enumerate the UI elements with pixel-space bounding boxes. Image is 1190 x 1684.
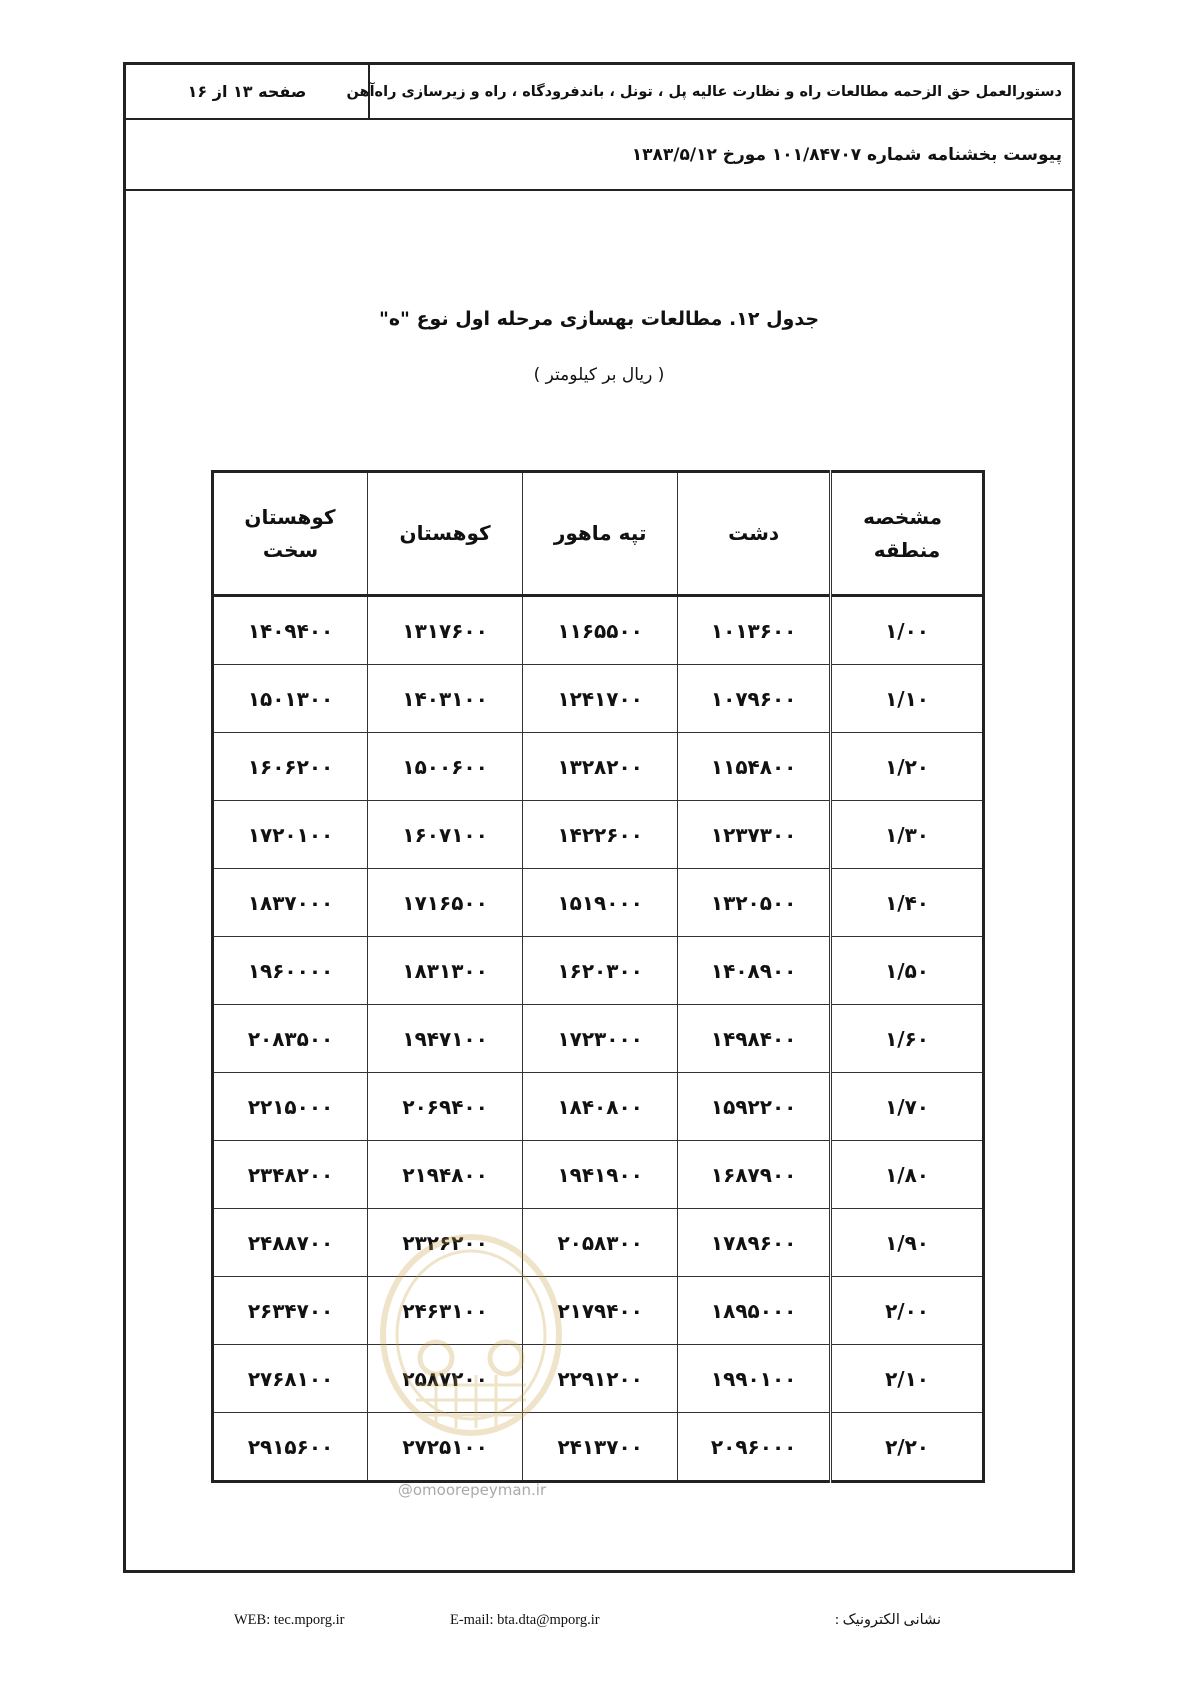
table-row [213,937,984,1005]
table-unit: ( ریال بر کیلومتر ) [533,365,665,385]
cell-hard-mountain: ۱۷۲۰۱۰۰ [213,801,368,869]
cell-hilly: ۲۲۹۱۲۰۰ [523,1345,678,1413]
footer-email: E-mail: bta.dta@mporg.ir [450,1612,600,1628]
attachment-line: پیوست بخشنامه شماره ۱۰۱/۸۴۷۰۷ مورخ ۱۳۸۳/۵/۱۲ [126,120,1072,191]
cell-hard-mountain: ۱۵۰۱۳۰۰ [213,665,368,733]
table-row [213,733,984,801]
table-row [213,1005,984,1073]
col-header-spec: مشخصه منطقه [831,472,984,596]
cell-plain: ۱۳۲۰۵۰۰ [678,869,831,937]
cell-mountain: ۲۵۸۷۲۰۰ [368,1345,523,1413]
table-row [213,596,984,665]
cell-hilly: ۲۰۵۸۳۰۰ [523,1209,678,1277]
cell-spec: ۱/۹۰ [831,1209,984,1277]
col-header-plain: دشت [678,472,831,596]
col-header-hilly: تپه ماهور [523,472,678,596]
cell-mountain: ۱۸۳۱۳۰۰ [368,937,523,1005]
cell-spec: ۲/۲۰ [831,1413,984,1482]
cell-hard-mountain: ۲۰۸۳۵۰۰ [213,1005,368,1073]
cell-hard-mountain: ۲۹۱۵۶۰۰ [213,1413,368,1482]
table-row [213,869,984,937]
cell-hilly: ۱۵۱۹۰۰۰ [523,869,678,937]
cell-plain: ۱۱۵۴۸۰۰ [678,733,831,801]
table-title: جدول ۱۲. مطالعات بهسازی مرحله اول نوع "ه" [378,308,820,330]
cell-hilly: ۲۱۷۹۴۰۰ [523,1277,678,1345]
header-row [126,65,1072,120]
watermark-text: @omoorepeyman.ir [397,1481,547,1499]
table-row [213,801,984,869]
cell-hard-mountain: ۲۲۱۵۰۰۰ [213,1073,368,1141]
footer-web: WEB: tec.mporg.ir [234,1612,345,1628]
cell-mountain: ۱۳۱۷۶۰۰ [368,596,523,665]
cell-hilly: ۱۲۴۱۷۰۰ [523,665,678,733]
table-header-row [213,472,984,596]
cell-hilly: ۱۳۲۸۲۰۰ [523,733,678,801]
cell-plain: ۱۴۹۸۴۰۰ [678,1005,831,1073]
cell-mountain: ۱۹۴۷۱۰۰ [368,1005,523,1073]
document-title: دستورالعمل حق الزحمه مطالعات راه و نظارت عالیه پل ، تونل ، باندفرودگاه ، راه و زیرسازی راه‌آهن [346,83,1062,100]
cell-plain: ۱۵۹۲۲۰۰ [678,1073,831,1141]
cell-plain: ۱۸۹۵۰۰۰ [678,1277,831,1345]
cell-plain: ۱۰۷۹۶۰۰ [678,665,831,733]
cell-hard-mountain: ۱۴۰۹۴۰۰ [213,596,368,665]
cell-spec: ۲/۰۰ [831,1277,984,1345]
cell-hard-mountain: ۲۶۳۴۷۰۰ [213,1277,368,1345]
cell-hard-mountain: ۱۹۶۰۰۰۰ [213,937,368,1005]
col-header-hard-mountain: کوهستان سخت [213,472,368,596]
cell-mountain: ۲۱۹۴۸۰۰ [368,1141,523,1209]
cell-plain: ۱۷۸۹۶۰۰ [678,1209,831,1277]
cell-spec: ۱/۶۰ [831,1005,984,1073]
footer-address-label: نشانی الکترونیک : [835,1612,942,1628]
cell-spec: ۱/۷۰ [831,1073,984,1141]
cell-plain: ۱۲۳۷۳۰۰ [678,801,831,869]
page-frame [123,62,1075,1573]
cell-hard-mountain: ۲۷۶۸۱۰۰ [213,1345,368,1413]
cell-spec: ۱/۴۰ [831,869,984,937]
cell-plain: ۱۴۰۸۹۰۰ [678,937,831,1005]
cell-hilly: ۱۹۴۱۹۰۰ [523,1141,678,1209]
table-row [213,1209,984,1277]
cell-mountain: ۱۶۰۷۱۰۰ [368,801,523,869]
cell-plain: ۱۹۹۰۱۰۰ [678,1345,831,1413]
cell-spec: ۱/۰۰ [831,596,984,665]
cell-hilly: ۱۶۲۰۳۰۰ [523,937,678,1005]
cell-mountain: ۲۰۶۹۴۰۰ [368,1073,523,1141]
cell-hilly: ۱۴۲۲۶۰۰ [523,801,678,869]
col-header-mountain: کوهستان [368,472,523,596]
cell-spec: ۱/۵۰ [831,937,984,1005]
page-number: صفحه ۱۳ از ۱۶ [126,65,370,118]
table-row [213,1413,984,1482]
cell-hilly: ۲۴۱۳۷۰۰ [523,1413,678,1482]
cell-mountain: ۱۷۱۶۵۰۰ [368,869,523,937]
cell-hard-mountain: ۲۳۴۸۲۰۰ [213,1141,368,1209]
cell-mountain: ۱۵۰۰۶۰۰ [368,733,523,801]
cell-mountain: ۲۷۲۵۱۰۰ [368,1413,523,1482]
cell-spec: ۱/۱۰ [831,665,984,733]
cell-plain: ۲۰۹۶۰۰۰ [678,1413,831,1482]
cell-hard-mountain: ۱۸۳۷۰۰۰ [213,869,368,937]
table-body [213,596,984,1482]
table-row [213,1277,984,1345]
cell-spec: ۱/۲۰ [831,733,984,801]
fee-table [211,470,985,1483]
table-row [213,665,984,733]
cell-mountain: ۲۴۶۳۱۰۰ [368,1277,523,1345]
cell-hilly: ۱۷۲۳۰۰۰ [523,1005,678,1073]
cell-mountain: ۲۳۲۶۲۰۰ [368,1209,523,1277]
cell-plain: ۱۶۸۷۹۰۰ [678,1141,831,1209]
table-row [213,1141,984,1209]
cell-hard-mountain: ۲۴۸۸۷۰۰ [213,1209,368,1277]
cell-hilly: ۱۱۶۵۵۰۰ [523,596,678,665]
cell-hilly: ۱۸۴۰۸۰۰ [523,1073,678,1141]
cell-spec: ۲/۱۰ [831,1345,984,1413]
cell-mountain: ۱۴۰۳۱۰۰ [368,665,523,733]
cell-spec: ۱/۳۰ [831,801,984,869]
cell-plain: ۱۰۱۳۶۰۰ [678,596,831,665]
table-row [213,1073,984,1141]
table-row [213,1345,984,1413]
cell-hard-mountain: ۱۶۰۶۲۰۰ [213,733,368,801]
cell-spec: ۱/۸۰ [831,1141,984,1209]
